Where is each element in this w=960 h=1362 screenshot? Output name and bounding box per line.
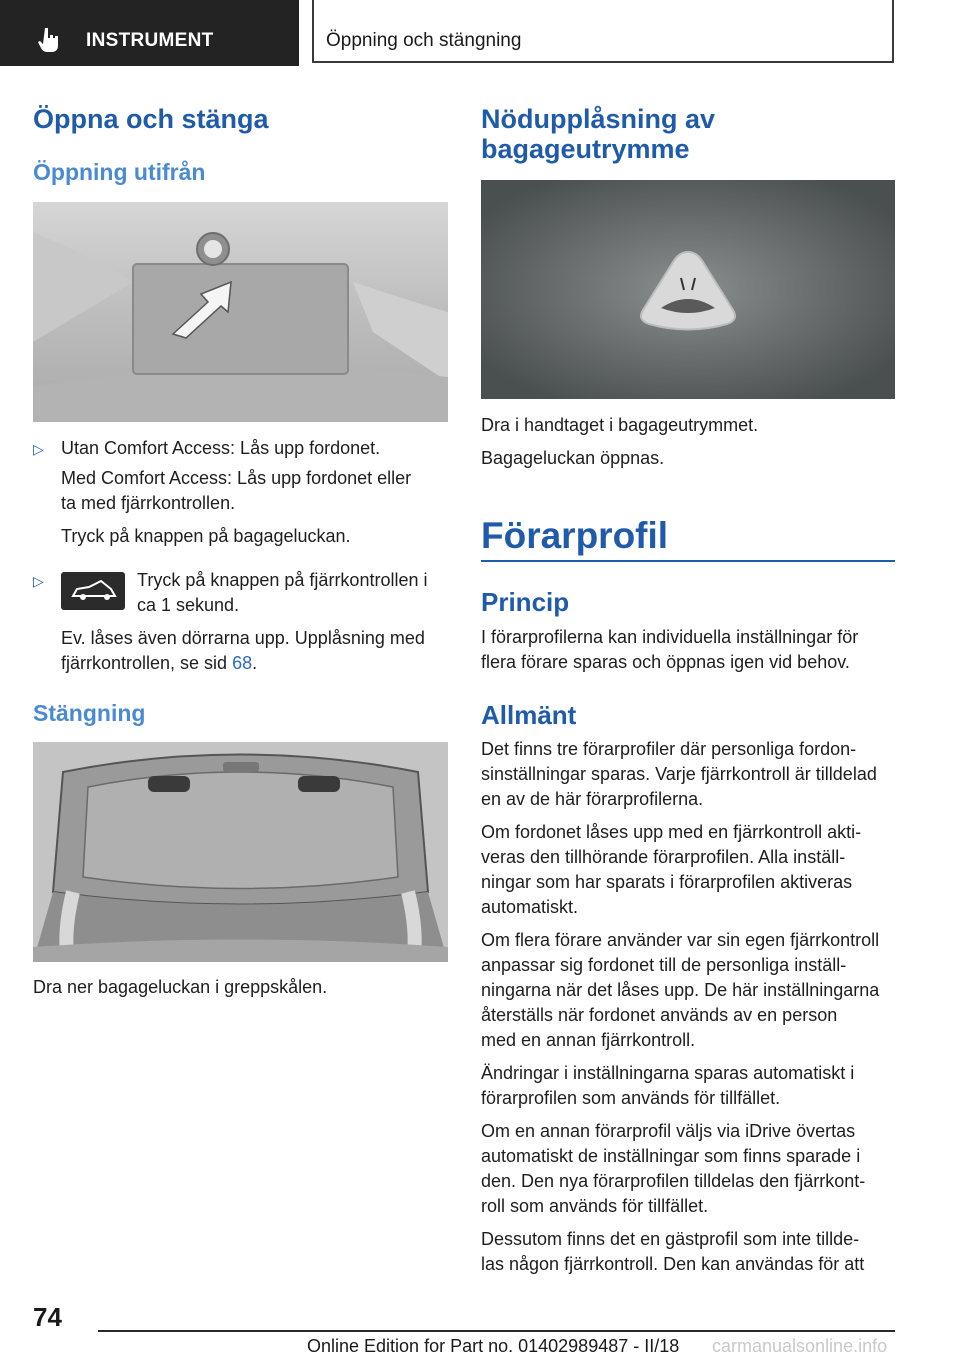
general-line: återställs när fordonet används av en person — [481, 1005, 838, 1025]
edition-text: Online Edition for Part no. 01402989487 - II/18 — [307, 1336, 680, 1356]
general-line: förarprofilen som används för tillfället. — [481, 1088, 781, 1108]
section-title-open-close: Öppna och stänga — [33, 104, 269, 134]
general-line: las någon fjärrkontroll. Den kan användas för att — [481, 1254, 865, 1274]
bullet2-line3: Ev. låses även dörrarna upp. Upplåsning med — [61, 628, 425, 648]
driver-profile-title: Förarprofil — [481, 515, 669, 556]
general-line: ningarna när det låses upp. De här inställningarna — [481, 980, 880, 1000]
trunk-button-icon — [61, 572, 125, 610]
trunk-close-figure — [33, 742, 448, 962]
general-line: Ändringar i inställningarna sparas automatiskt i — [481, 1063, 855, 1083]
general-line: automatiskt de inställningar som finns sparade i — [481, 1146, 861, 1166]
bullet2-line1: Tryck på knappen på fjärrkontrollen i — [137, 570, 428, 590]
principle-line2: flera förare sparas och öppnas igen vid behov. — [481, 652, 850, 672]
general-line: Om en annan förarprofil väljs via iDrive övertas — [481, 1121, 856, 1141]
bullet1-line1: Utan Comfort Access: Lås upp fordonet. — [61, 438, 381, 458]
general-line: ningar som har sparats i förarprofilen aktiveras — [481, 872, 853, 892]
bullet2-line4-text: fjärrkontrollen, se sid — [61, 653, 233, 673]
bullet1-line4: Tryck på knappen på bagageluckan. — [61, 526, 351, 546]
general-line: en av de här förarprofilerna. — [481, 789, 704, 809]
general-line: Dessutom finns det en gästprofil som inte tillde- — [481, 1229, 860, 1249]
general-title: Allmänt — [481, 700, 577, 730]
bullet2-line4 — [61, 651, 448, 676]
subheading-open-outside: Öppning utifrån — [33, 159, 206, 185]
general-line: Om flera förare använder var sin egen fjärrkontroll — [481, 930, 880, 950]
subheading-closing: Stängning — [33, 700, 146, 726]
bullet-marker: ▷ — [33, 441, 44, 457]
general-line: den. Den nya förarprofilen tilldelas den fjärrkont- — [481, 1171, 866, 1191]
general-line: Om fordonet låses upp med en fjärrkontroll akti- — [481, 822, 862, 842]
pointing-hand-icon — [38, 27, 60, 53]
general-line: med en annan fjärrkontroll. — [481, 1030, 696, 1050]
emergency-line1: Dra i handtaget i bagageutrymmet. — [481, 415, 759, 435]
watermark-text: carmanualsonline.info — [712, 1336, 888, 1356]
general-line: veras den tillhörande förarprofilen. Alla inställ- — [481, 847, 846, 867]
general-line: Det finns tre förarprofiler där personliga fordon- — [481, 739, 857, 759]
emergency-title-line1: Nödupplåsning av — [481, 104, 716, 134]
principle-line1: I förarprofilerna kan individuella inställningar för — [481, 627, 859, 647]
section-label: INSTRUMENT — [86, 30, 214, 51]
chapter-label: Öppning och stängning — [326, 30, 522, 51]
title-underline — [481, 560, 895, 562]
bullet-marker: ▷ — [33, 573, 44, 589]
bullet2-line2: ca 1 sekund. — [137, 595, 240, 615]
general-line: anpassar sig fordonet till de personliga inställ- — [481, 955, 847, 975]
footer-rule — [98, 1330, 895, 1332]
page-number: 74 — [33, 1302, 62, 1332]
emergency-line2: Bagageluckan öppnas. — [481, 448, 665, 468]
bullet1-line3: ta med fjärrkontrollen. — [61, 493, 236, 513]
closing-instruction: Dra ner bagageluckan i greppskålen. — [33, 977, 328, 997]
page-header — [0, 0, 960, 66]
emergency-release-figure — [481, 180, 895, 399]
general-line: automatiskt. — [481, 897, 579, 917]
principle-title: Princip — [481, 587, 570, 617]
trunk-open-figure — [33, 202, 448, 422]
bullet2-line4-end: . — [252, 653, 258, 673]
general-line: sinställningar sparas. Varje fjärrkontroll är tilldelad — [481, 764, 877, 784]
section-tab — [0, 0, 299, 66]
page-link-68[interactable]: 68 — [232, 653, 253, 673]
bullet1-line2: Med Comfort Access: Lås upp fordonet eller — [61, 468, 412, 488]
chapter-tab — [312, 0, 894, 63]
emergency-title-line2: bagageutrymme — [481, 134, 690, 164]
general-line: roll som används för tillfället. — [481, 1196, 709, 1216]
